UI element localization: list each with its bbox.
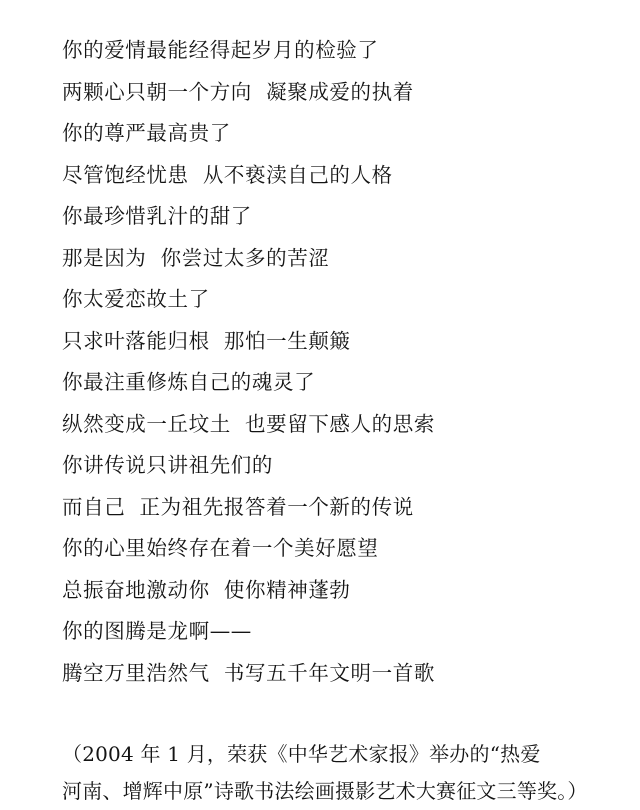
poem-line: 你讲传说只讲祖先们的 [62, 453, 273, 477]
note-line: 河南、增辉中原”诗歌书法绘画摄影艺术大赛征文三等奖。） [62, 779, 588, 803]
poem-line: 两颗心只朝一个方向 凝聚成爱的执着 [62, 79, 414, 104]
note-line: （2004 年 1 月，荣获《中华艺术家报》举办的“热爱 [62, 742, 541, 766]
poem-line: 只求叶落能归根 那怕一生颠簸 [62, 328, 351, 353]
poem-body [62, 30, 594, 694]
publication-note [62, 736, 594, 810]
poem-line: 你太爱恋故土了 [62, 287, 210, 311]
poem-line: 你的爱情最能经得起岁月的检验了 [62, 38, 379, 62]
poem-line: 而自己 正为祖先报答着一个新的传说 [62, 494, 414, 519]
poem-line: 你的心里始终存在着一个美好愿望 [62, 536, 379, 560]
poem-line: 你最珍惜乳汁的甜了 [62, 204, 252, 228]
poem-line: 尽管饱经忧患 从不亵渎自己的人格 [62, 162, 393, 187]
poem-line: 你的尊严最高贵了 [62, 121, 231, 145]
poem-line: 你最注重修炼自己的魂灵了 [62, 370, 316, 394]
poem-line: 总振奋地激动你 使你精神蓬勃 [62, 577, 351, 602]
poem-line: 腾空万里浩然气 书写五千年文明一首歌 [62, 660, 435, 685]
poem-line: 你的图腾是龙啊—— [62, 619, 252, 643]
poem-line: 那是因为 你尝过太多的苦涩 [62, 245, 330, 270]
poem-line: 纵然变成一丘坟土 也要留下感人的思索 [62, 411, 435, 436]
